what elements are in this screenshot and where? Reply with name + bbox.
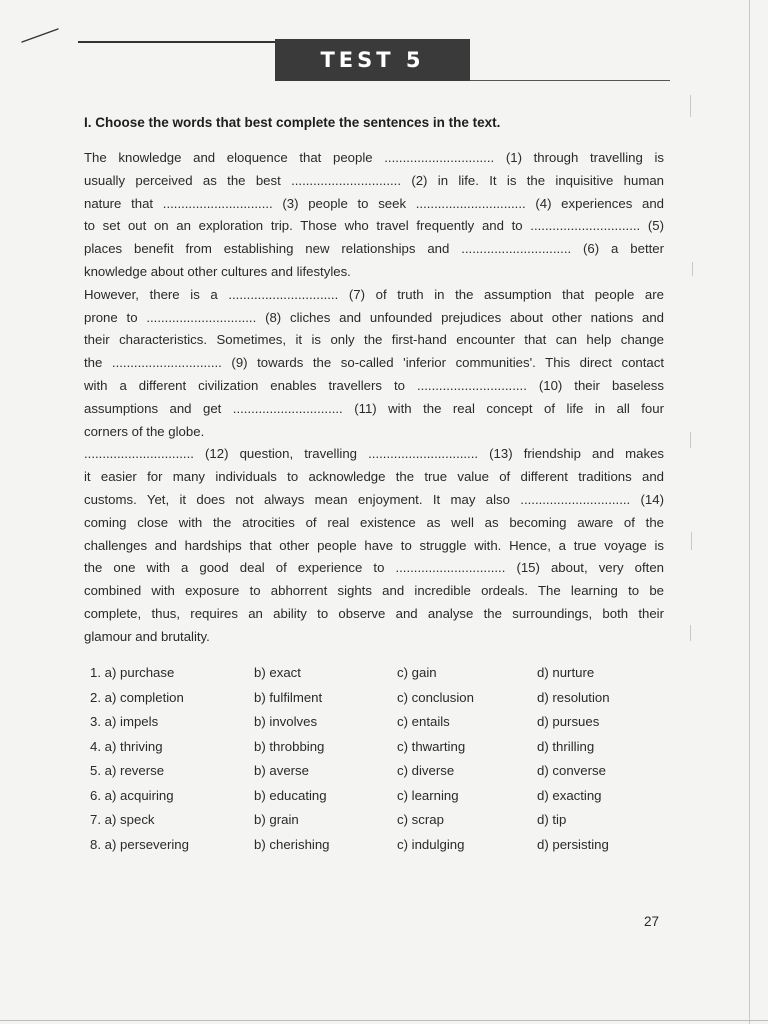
passage-line: The knowledge and eloquence that people .............................. (1) through travelling is	[84, 150, 664, 165]
header-rule-left	[78, 41, 275, 43]
option-d: d) resolution	[537, 689, 610, 705]
passage-line: nature that .............................. (3) people to seek .............................. (4) experiences and	[84, 195, 664, 211]
option-b: b) fulfilment	[254, 689, 323, 705]
passage-line: However, there is a .............................. (7) of truth in the assumption that people are	[84, 286, 664, 302]
passage-text	[84, 147, 664, 649]
option-d: d) thrilling	[537, 738, 595, 754]
option-row	[90, 739, 650, 764]
option-row	[90, 812, 650, 837]
option-row	[90, 665, 650, 690]
option-row	[90, 788, 650, 813]
passage-line: complete, thus, requires an ability to observe and analyse the surroundings, both their	[84, 605, 664, 621]
option-row	[90, 837, 650, 862]
option-d: d) pursues	[537, 714, 600, 729]
passage-line: to set out on an exploration trip. Those who travel frequently and to .............................. (5)	[84, 218, 664, 234]
scan-edge-bottom	[0, 1020, 768, 1021]
passage-line: it easier for many individuals to acknowledge the true value of different traditions and	[84, 469, 664, 485]
option-a: 3. a) impels	[90, 714, 159, 729]
option-d: d) converse	[537, 763, 606, 778]
option-b: b) exact	[254, 665, 301, 680]
option-c: c) indulging	[397, 836, 465, 852]
passage-line: challenges and hardships that other people have to struggle with. Hence, a true voyage is	[84, 537, 664, 553]
passage-line: combined with exposure to abhorrent sights and incredible ordeals. The learning to be	[84, 583, 664, 599]
option-c: c) entails	[397, 714, 450, 729]
section-heading: I. Choose the words that best complete the sentences in the text.	[84, 115, 501, 130]
passage-line: the one with a good deal of experience to .............................. (15) about, very often	[84, 560, 664, 576]
option-d: d) tip	[537, 812, 567, 827]
margin-mark	[690, 625, 691, 641]
passage-line: their characteristics. Sometimes, it is only the first-hand encounter that can help change	[84, 332, 664, 348]
option-c: c) conclusion	[397, 689, 474, 705]
answer-options	[90, 665, 650, 861]
option-d: d) nurture	[537, 665, 595, 680]
passage-line: the .............................. (9) towards the so-called 'inferior communities'. This direct contact	[84, 355, 664, 371]
option-row	[90, 763, 650, 788]
header-rule-right	[470, 80, 670, 81]
page-number: 27	[644, 914, 660, 929]
option-c: c) thwarting	[397, 738, 466, 754]
passage-line: coming close with the atrocities of real existence as well as becoming aware of the	[84, 514, 664, 530]
option-b: b) involves	[254, 714, 318, 729]
pen-mark	[20, 26, 60, 44]
option-b: b) averse	[254, 763, 309, 778]
test-title: TEST 5	[275, 39, 470, 81]
option-b: b) cherishing	[254, 836, 330, 852]
margin-mark	[691, 532, 692, 550]
scan-edge-right	[749, 0, 750, 1024]
passage-line: knowledge about other cultures and lifestyles.	[84, 263, 351, 279]
option-row	[90, 714, 650, 739]
option-a: 2. a) completion	[90, 689, 184, 705]
option-b: b) throbbing	[254, 738, 325, 754]
passage-line: glamour and brutality.	[84, 628, 210, 644]
passage-line: corners of the globe.	[84, 423, 205, 439]
option-a: 4. a) thriving	[90, 738, 163, 754]
passage-line: .............................. (12) question, travelling .............................. (13) friendship and makes	[84, 446, 664, 462]
passage-line: usually perceived as the best .............................. (2) in life. It is the inquisitive human	[84, 172, 664, 188]
option-c: c) gain	[397, 665, 437, 680]
option-a: 7. a) speck	[90, 812, 155, 827]
passage-line: customs. Yet, it does not always mean enjoyment. It may also .............................. (14)	[84, 491, 664, 507]
passage-line: assumptions and get .............................. (11) with the real concept of life in all four	[84, 400, 664, 416]
margin-mark	[690, 95, 691, 117]
passage-line: prone to .............................. (8) cliches and unfounded prejudices about other nations and	[84, 309, 664, 325]
option-c: c) scrap	[397, 812, 444, 827]
option-d: d) exacting	[537, 787, 602, 803]
option-b: b) educating	[254, 787, 327, 803]
option-a: 6. a) acquiring	[90, 787, 174, 803]
option-a: 8. a) persevering	[90, 836, 189, 852]
option-c: c) learning	[397, 787, 459, 803]
option-a: 1. a) purchase	[90, 665, 175, 680]
margin-mark	[692, 262, 693, 276]
option-row	[90, 690, 650, 715]
passage-line: places benefit from establishing new relationships and .............................. (6) a better	[84, 241, 664, 257]
option-d: d) persisting	[537, 836, 609, 852]
margin-mark	[690, 432, 691, 448]
option-c: c) diverse	[397, 763, 455, 778]
option-b: b) grain	[254, 812, 299, 827]
option-a: 5. a) reverse	[90, 763, 165, 778]
passage-line: with a different civilization enables travellers to .............................. (10) their baseless	[84, 377, 664, 393]
